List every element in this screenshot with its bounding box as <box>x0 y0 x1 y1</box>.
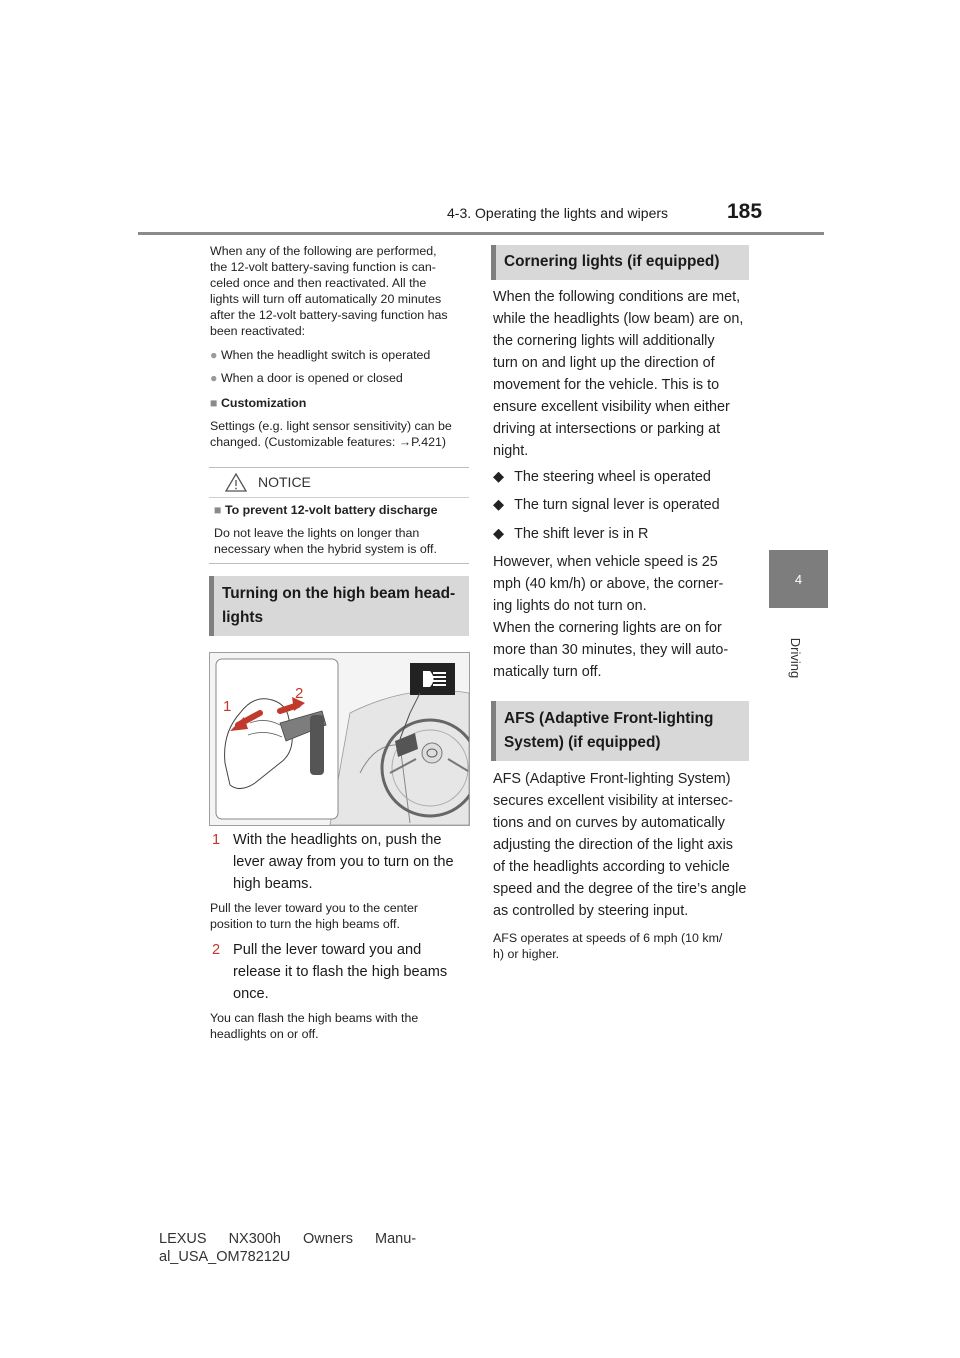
note-line: Pull the lever toward you to the center <box>210 901 419 915</box>
para-line: turn on and light up the direction of <box>493 355 715 371</box>
heading-line: AFS (Adaptive Front-lighting <box>504 710 714 727</box>
footer-manual-id <box>159 1230 416 1266</box>
page-number: 185 <box>727 200 763 223</box>
condition-item <box>493 523 648 545</box>
cornering-paragraph <box>493 286 755 462</box>
para-line: adjusting the direction of the light axis <box>493 837 733 853</box>
cornering-heading <box>491 245 749 280</box>
notice-subheading <box>214 502 437 518</box>
step-line: high beams. <box>233 876 313 892</box>
para-line: driving at intersections or parking at <box>493 421 721 437</box>
footer-line: LEXUS NX300h Owners Manu- <box>159 1231 417 1247</box>
chapter-label: Driving <box>788 637 803 679</box>
para-line: secures excellent visibility at intersec- <box>493 793 733 809</box>
intro-paragraph <box>210 243 472 339</box>
step-1-text <box>233 829 473 895</box>
intro-line: the 12-volt battery-saving function is can- <box>210 260 436 274</box>
step-line: lever away from you to turn on the <box>233 854 454 870</box>
figure-label-two: 2 <box>295 685 304 702</box>
bullet-dot-icon: ● <box>210 348 218 362</box>
note-line: You can flash the high beams with the <box>210 1011 419 1025</box>
notice-title: NOTICE <box>258 474 311 490</box>
customization-line: Settings (e.g. light sensor sensitivity) can be <box>210 419 452 433</box>
afs-note <box>493 930 755 962</box>
speed-paragraph <box>493 551 755 683</box>
bullet-text: When a door is opened or closed <box>220 371 403 385</box>
chapter-tab <box>769 550 828 608</box>
notice-header <box>209 467 469 498</box>
section-title: 4-3. Operating the lights and wipers <box>447 205 669 221</box>
step-line: Pull the lever toward you and <box>233 942 422 958</box>
note-line: headlights on or off. <box>210 1027 319 1041</box>
para-line: matically turn off. <box>493 664 602 680</box>
step-line: once. <box>233 986 269 1002</box>
step-number: 2 <box>212 942 221 958</box>
para-line: movement for the vehicle. This is to <box>493 377 720 393</box>
intro-line: lights will turn off automatically 20 minutes <box>210 292 442 306</box>
para-line: mph (40 km/h) or above, the corner- <box>493 576 724 592</box>
para-line: the cornering lights will additionally <box>493 333 715 349</box>
para-line: When the cornering lights are on for <box>493 620 722 636</box>
square-bullet-icon: ■ <box>210 396 218 410</box>
step-line: release it to flash the high beams <box>233 964 448 980</box>
figure-label-one: 1 <box>223 698 232 715</box>
high-beam-heading <box>209 576 469 636</box>
notice-line: Do not leave the lights on longer than <box>214 526 420 540</box>
bullet-text: When the headlight switch is operated <box>220 348 431 362</box>
para-line: AFS (Adaptive Front-lighting System) <box>493 771 731 787</box>
warning-triangle-icon <box>225 472 247 492</box>
note-line: AFS operates at speeds of 6 mph (10 km/ <box>493 931 723 945</box>
condition-text: The shift lever is in R <box>514 526 649 542</box>
afs-paragraph <box>493 768 755 922</box>
bullet-item <box>210 347 430 363</box>
para-line: as controlled by steering input. <box>493 903 689 919</box>
footer-line: al_USA_OM78212U <box>159 1249 291 1265</box>
diamond-bullet-icon: ◆ <box>493 497 505 513</box>
bullet-dot-icon: ● <box>210 371 218 385</box>
intro-line: after the 12-volt battery-saving function has <box>210 308 448 322</box>
customization-text <box>210 418 472 450</box>
condition-item <box>493 466 711 488</box>
notice-line: necessary when the hybrid system is off. <box>214 542 437 556</box>
header-rule <box>138 232 824 235</box>
para-line: speed and the degree of the tire’s angle <box>493 881 747 897</box>
para-line: of the headlights according to vehicle <box>493 859 730 875</box>
step-number: 1 <box>212 832 221 848</box>
step-2-note <box>210 1010 472 1042</box>
condition-item <box>493 494 720 516</box>
diamond-bullet-icon: ◆ <box>493 469 505 485</box>
step-1-note <box>210 900 472 932</box>
condition-text: The steering wheel is operated <box>514 469 711 485</box>
note-line: h) or higher. <box>493 947 560 961</box>
note-line: position to turn the high beams off. <box>210 917 400 931</box>
square-bullet-icon: ■ <box>214 503 222 517</box>
illustration-drawing <box>210 653 469 825</box>
step-2-number <box>212 939 220 961</box>
para-line: while the headlights (low beam) are on, <box>493 311 744 327</box>
step-line: With the headlights on, push the <box>233 832 442 848</box>
para-line: However, when vehicle speed is 25 <box>493 554 718 570</box>
para-line: more than 30 minutes, they will auto- <box>493 642 729 658</box>
intro-line: When any of the following are performed, <box>210 244 437 258</box>
step-2-text <box>233 939 473 1005</box>
customization-heading-text: Customization <box>220 396 307 410</box>
heading-line: lights <box>222 609 264 626</box>
para-line: When the following conditions are met, <box>493 289 741 305</box>
customization-heading <box>210 395 306 411</box>
heading-line: System) (if equipped) <box>504 734 661 751</box>
afs-heading <box>491 701 749 761</box>
customization-line: changed. (Customizable features: →P.421) <box>210 435 447 449</box>
condition-text: The turn signal lever is operated <box>514 497 720 513</box>
chapter-number: 4 <box>794 571 803 587</box>
para-line: night. <box>493 443 529 459</box>
para-line: tions and on curves by automatically <box>493 815 725 831</box>
notice-text <box>214 525 469 557</box>
heading-line: Turning on the high beam head- <box>222 585 456 602</box>
intro-line: celed once and then reactivated. All the <box>210 276 427 290</box>
heading-line: Cornering lights (if equipped) <box>504 253 720 270</box>
step-1-number <box>212 829 220 851</box>
para-line: ing lights do not turn on. <box>493 598 647 614</box>
notice-subheading-text: To prevent 12-volt battery discharge <box>224 503 438 517</box>
intro-line: been reactivated: <box>210 324 306 338</box>
para-line: ensure excellent visibility when either <box>493 399 730 415</box>
bullet-item <box>210 370 403 386</box>
diamond-bullet-icon: ◆ <box>493 526 505 542</box>
high-beam-illustration <box>209 652 470 826</box>
